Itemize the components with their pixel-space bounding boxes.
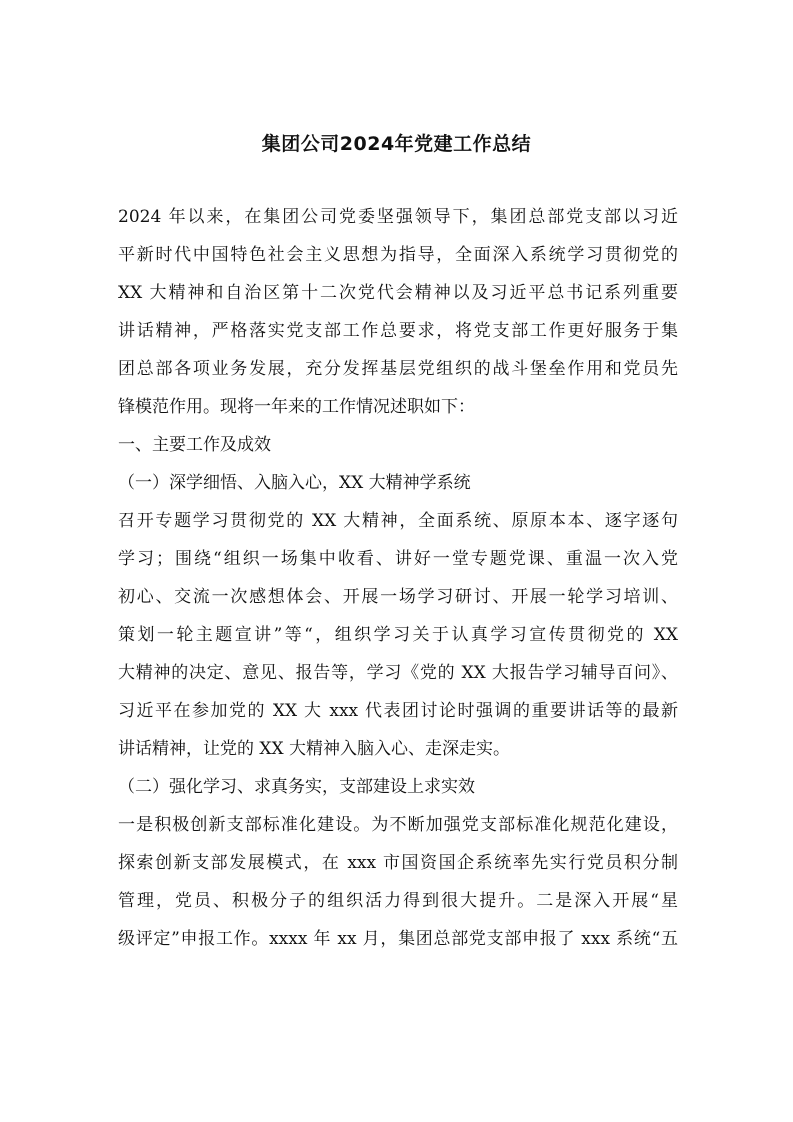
document-title: 集团公司2024年党建工作总结 — [261, 133, 532, 155]
paragraph-line: 习近平在参加党的 XX 大 xxx 代表团讨论时强调的重要讲话等的最新 — [118, 701, 678, 721]
paragraph-line: 一是积极创新支部标准化建设。为不断加强党支部标准化规范化建设， — [118, 815, 678, 835]
paragraph-line: 讲话精神，让党的 XX 大精神入脑入心、走深走实。 — [118, 739, 511, 759]
section-heading: 一、主要工作及成效 — [118, 435, 271, 455]
paragraph-line: 大精神的决定、意见、报告等，学习《党的 XX 大报告学习辅导百问》、 — [118, 663, 678, 683]
paragraph-line: 学习；围绕“组织一场集中收看、讲好一堂专题党课、重温一次入党 — [118, 549, 678, 569]
paragraph-line: 2024 年以来，在集团公司党委坚强领导下，集团总部党支部以习近 — [118, 207, 678, 227]
document-body — [118, 198, 678, 958]
paragraph-line: 策划一轮主题宣讲”等“，组织学习关于认真学习宣传贯彻党的 XX — [118, 625, 678, 645]
paragraph-line: 讲话精神，严格落实党支部工作总要求，将党支部工作更好服务于集 — [118, 321, 678, 341]
paragraph-line: 管理，党员、积极分子的组织活力得到很大提升。二是深入开展“星 — [118, 891, 678, 911]
paragraph-line: 探索创新支部发展模式，在 xxx 市国资国企系统率先实行党员积分制 — [118, 853, 678, 873]
paragraph-line: XX 大精神和自治区第十二次党代会精神以及习近平总书记系列重要 — [118, 283, 678, 303]
paragraph-line: 锋模范作用。现将一年来的工作情况述职如下： — [118, 397, 475, 417]
paragraph-line: 召开专题学习贯彻党的 XX 大精神，全面系统、原原本本、逐字逐句 — [118, 511, 678, 531]
subsection-heading: （二）强化学习、求真务实，支部建设上求实效 — [118, 777, 475, 797]
paragraph-line: 团总部各项业务发展，充分发挥基层党组织的战斗堡垒作用和党员先 — [118, 359, 678, 379]
subsection-heading: （一）深学细悟、入脑入心，XX 大精神学系统 — [118, 473, 471, 493]
paragraph-line: 初心、交流一次感想体会、开展一场学习研讨、开展一轮学习培训、 — [118, 587, 678, 607]
paragraph-line: 级评定”申报工作。xxxx 年 xx 月，集团总部党支部申报了 xxx 系统“五 — [118, 929, 678, 949]
paragraph-line: 平新时代中国特色社会主义思想为指导，全面深入系统学习贯彻党的 — [118, 245, 678, 265]
